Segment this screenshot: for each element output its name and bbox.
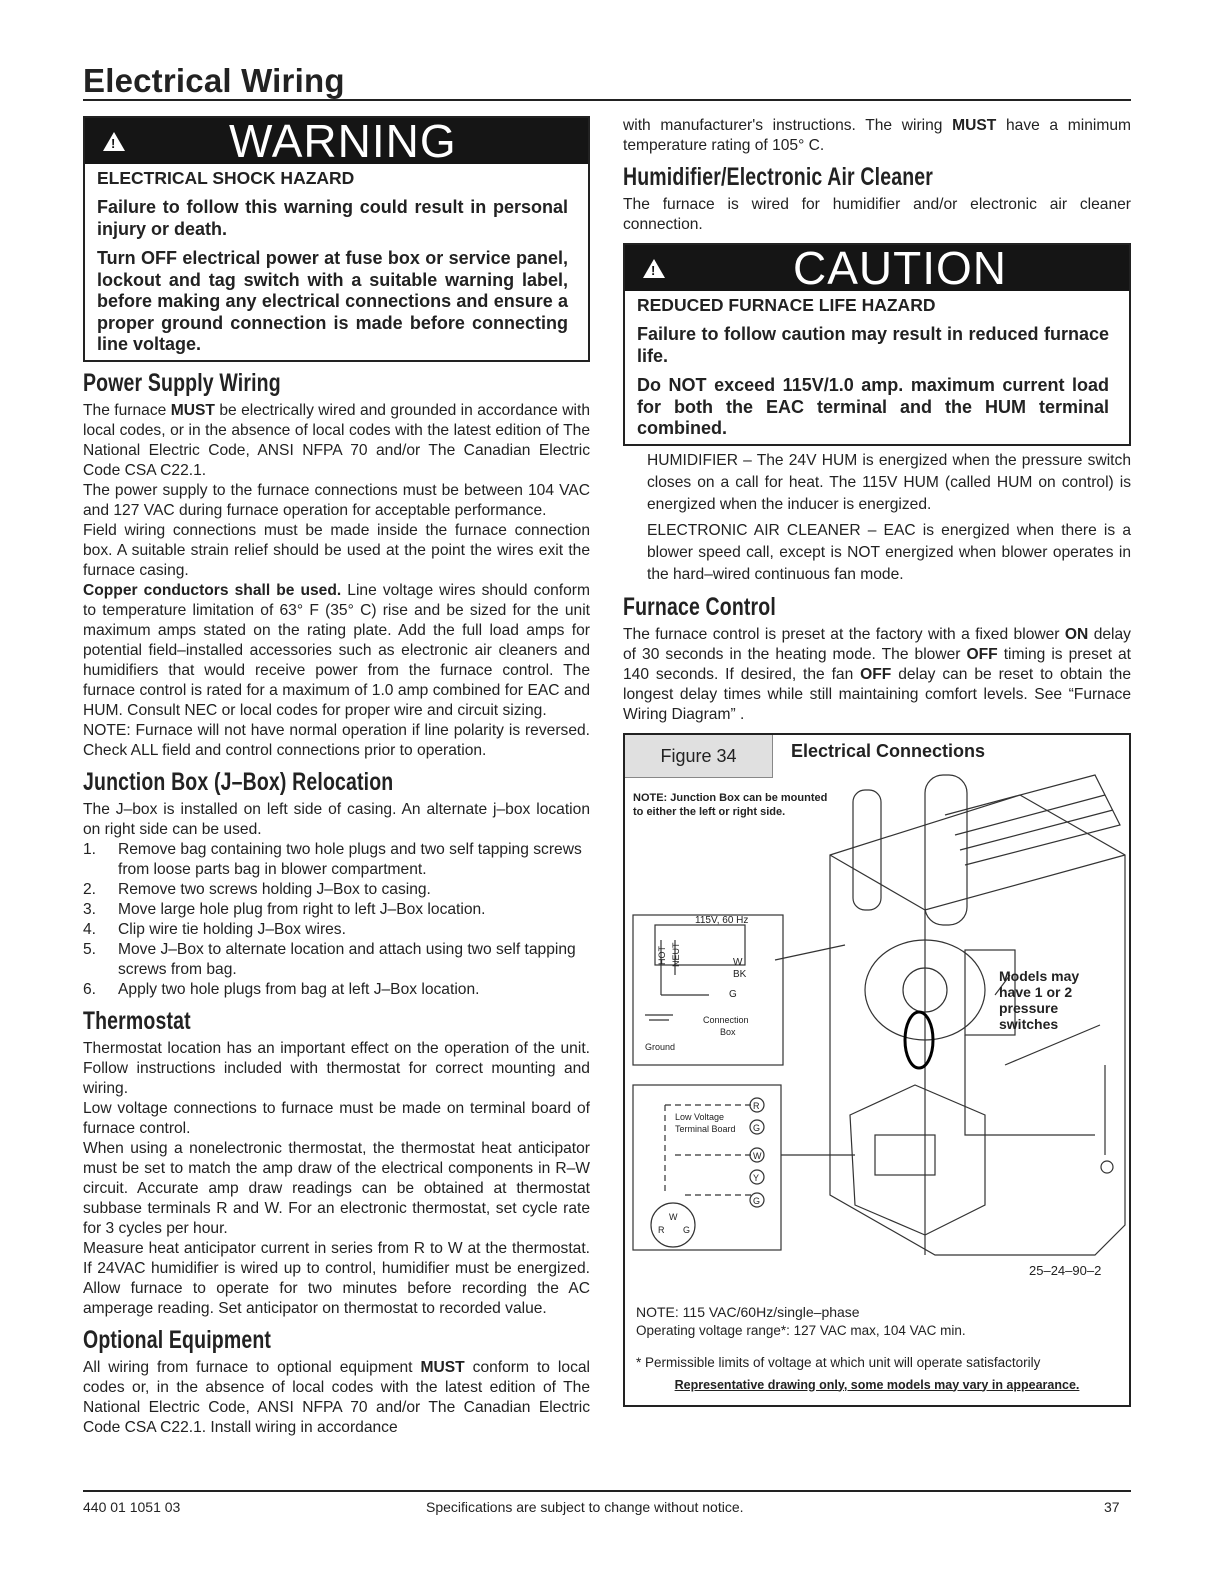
caution-bar (625, 242, 1129, 294)
thermostat-p4: Measure heat anticipator current in series from R to W at the thermostat. If 24VAC humidifier is wired up to control, humidifier must be energized. Allow furnace to operate for two minutes before recording the AC amperage reading. Set anticipator on thermostat to recorded value. (83, 1239, 590, 1317)
vent-pipe-2 (853, 790, 881, 910)
g-wire-label: G (729, 988, 737, 1000)
power-p1: The furnace MUST be electrically wired and grounded in accordance with local codes, or in the absence of local codes with the latest edition of The National Electric Code, ANSI NFPA 70 and/or The Canadian Electric Code CSA C22.1. (83, 401, 590, 479)
pressure-switch-note: Models may have 1 or 2 pressure switches (999, 967, 1080, 1032)
warning-text-2: Turn OFF electrical power at fuse box or service panel, lockout and tag switch with a suitable warning label, before making any electrical connections and ensure a proper ground connection is made before connecting line voltage. (97, 248, 568, 354)
list-item: 6. Apply two hole plugs from bag at left J–Box location. (83, 980, 480, 998)
thermostat-g: G (683, 1224, 691, 1235)
humidifier-heading: Humidifier/Electronic Air Cleaner (623, 163, 934, 191)
footer-notice: Specifications are subject to change without notice. (426, 1499, 744, 1515)
caution-triangle-icon: ! (643, 259, 665, 278)
footer-page-number: 37 (1104, 1499, 1120, 1515)
thermostat-heading: Thermostat (83, 1006, 191, 1035)
title-rule (83, 99, 1131, 101)
terminal-g2: G (753, 1195, 761, 1206)
voltage-label: 115V, 60 Hz (695, 914, 749, 926)
thermostat-p2: Low voltage connections to furnace must be made on terminal board of furnace control. (83, 1099, 590, 1137)
warning-bar (85, 115, 588, 167)
thermostat-r: R (658, 1224, 665, 1235)
footer-doc-number: 440 01 1051 03 (83, 1499, 181, 1515)
thermostat-p3: When using a nonelectronic thermostat, the thermostat heat anticipator must be set to match the amp draw of the electrical components in R–W circuit. Accurate amp draw readings can be obtained at thermostat subbase terminals R and W. For an electronic thermostat, set cycle rate for 3 cycles per hour. (83, 1139, 590, 1237)
furnace-diagram (625, 735, 1129, 1401)
low-voltage-label-2: Terminal Board (675, 1123, 736, 1134)
terminal-w: W (753, 1150, 762, 1161)
list-item: 4. Clip wire tie holding J–Box wires. (83, 920, 346, 938)
page-title: Electrical Wiring (83, 62, 345, 99)
caution-text-1: Failure to follow caution may result in reduced furnace life. (637, 324, 1109, 366)
w-wire-label: W (733, 956, 743, 968)
right-column (623, 116, 1131, 1407)
power-p5: NOTE: Furnace will not have normal operation if line polarity is reversed. Check ALL field and control connections prior to operation. (83, 721, 590, 759)
control-heading: Furnace Control (623, 592, 776, 621)
hot-label: HOT (657, 945, 667, 965)
figure-permissible-note: * Permissible limits of voltage at which unit will operate satisfactorily (636, 1354, 1041, 1370)
low-voltage-label-1: Low Voltage (675, 1111, 725, 1122)
optional-heading: Optional Equipment (83, 1325, 272, 1354)
bk-wire-label: BK (733, 968, 747, 980)
power-p3: Field wiring connections must be made inside the furnace connection box. A suitable strain relief should be used at the point the wires exit the furnace casing. (83, 521, 590, 579)
power-p4: Copper conductors shall be used. Line voltage wires should conform to temperature limitation of 63° F (35° C) rise and be sized for the unit maximum amps stated on the rating plate. Add the full load amps for potential field–installed accessories such as electronic air cleaners and humidifiers that would receive power from the furnace control. The furnace control is rated for a maximum of 1.0 amp combined for EAC and HUM. Consult NEC or local codes for proper wire and circuit sizing. (83, 581, 590, 719)
thermostat-p1: Thermostat location has an important effect on the operation of the unit. Follow instructions included with thermostat for correct mounting and wiring. (83, 1039, 590, 1097)
figure-tab: Figure 34 (625, 735, 773, 778)
thermostat-w: W (669, 1211, 678, 1222)
caution-text-2: Do NOT exceed 115V/1.0 amp. maximum current load for both the EAC terminal and the HUM terminal combined. (637, 375, 1109, 438)
connection-box-label-2: Box (720, 1026, 736, 1037)
caution-box (623, 243, 1131, 446)
list-item: 1. Remove bag containing two hole plugs and two self tapping screws from loose parts bag in blower compartment. (83, 840, 582, 878)
jbox-intro: The J–box is installed on left side of casing. An alternate j–box location on right side can be used. (83, 800, 590, 838)
caution-label: CAUTION (793, 242, 1007, 294)
power-heading: Power Supply Wiring (83, 368, 281, 397)
control-p1: The furnace control is preset at the factory with a fixed blower ON delay of 30 seconds in the heating mode. The blower OFF timing is preset at 140 seconds. If desired, the fan OFF delay can be reset to obtain the longest delay times while still maintaining comfort levels. See “Furnace Wiring Diagram” . (623, 625, 1132, 723)
warning-triangle-icon: ! (103, 132, 125, 151)
humidifier-p1: The furnace is wired for humidifier and/or electronic air cleaner connection. (623, 196, 1131, 233)
figure-title: Electrical Connections (791, 740, 986, 761)
figure-representative-note: Representative drawing only, some models may vary in appearance. (674, 1377, 1080, 1392)
figure-note-voltage: NOTE: 115 VAC/60Hz/single–phase (636, 1303, 860, 1320)
figure-note-jbox: NOTE: Junction Box can be mounted to either the left or right side. (633, 791, 828, 818)
jbox-steps (83, 840, 590, 1000)
warning-text-1: Failure to follow this warning could result in personal injury or death. (97, 197, 568, 239)
optional-p1-cont: with manufacturer's instructions. The wiring MUST have a minimum temperature rating of 105° C. (623, 117, 1131, 154)
humidifier-note: HUMIDIFIER – The 24V HUM is energized when the pressure switch closes on a call for heat. The 115V HUM (called HUM on control) is energized when the inducer is energized. (647, 451, 1131, 513)
warning-label: WARNING (229, 115, 457, 167)
eac-note: ELECTRONIC AIR CLEANER – EAC is energized when there is a blower speed call, except is NOT energized when blower operates in the hard–wired continuous fan mode. (647, 521, 1131, 583)
warning-box (83, 116, 590, 362)
terminal-g: G (753, 1122, 761, 1133)
ground-label: Ground (645, 1041, 676, 1052)
figure-code: 25–24–90–2 (1029, 1262, 1102, 1278)
jbox-heading: Junction Box (J–Box) Relocation (83, 767, 394, 796)
left-column (83, 116, 590, 1438)
power-p2: The power supply to the furnace connections must be between 104 VAC and 127 VAC during furnace operation for acceptable performance. (83, 481, 590, 519)
neut-label: NEUT (671, 942, 681, 967)
figure-voltage-range: Operating voltage range*: 127 VAC max, 104 VAC min. (636, 1322, 966, 1338)
caution-details (623, 450, 1131, 586)
warning-hazard: ELECTRICAL SHOCK HAZARD (97, 168, 355, 188)
list-item: 5. Move J–Box to alternate location and attach using two self tapping screws from bag. (83, 940, 576, 978)
list-item: 3. Move large hole plug from right to left J–Box location. (83, 900, 486, 918)
footer-rule (83, 1490, 1131, 1492)
caution-hazard: REDUCED FURNACE LIFE HAZARD (637, 295, 936, 315)
optional-p1: All wiring from furnace to optional equipment MUST conform to local codes or, in the absence of local codes with the latest edition of The National Electric Code, ANSI NFPA 70 and/or The Canadian Electric Code CSA C22.1. Install wiring in accordance (83, 1358, 590, 1436)
list-item: 2. Remove two screws holding J–Box to casing. (83, 880, 431, 898)
connection-box-label-1: Connection (703, 1014, 749, 1025)
figure-34 (623, 733, 1131, 1407)
terminal-r: R (753, 1100, 760, 1111)
terminal-y: Y (753, 1172, 760, 1183)
